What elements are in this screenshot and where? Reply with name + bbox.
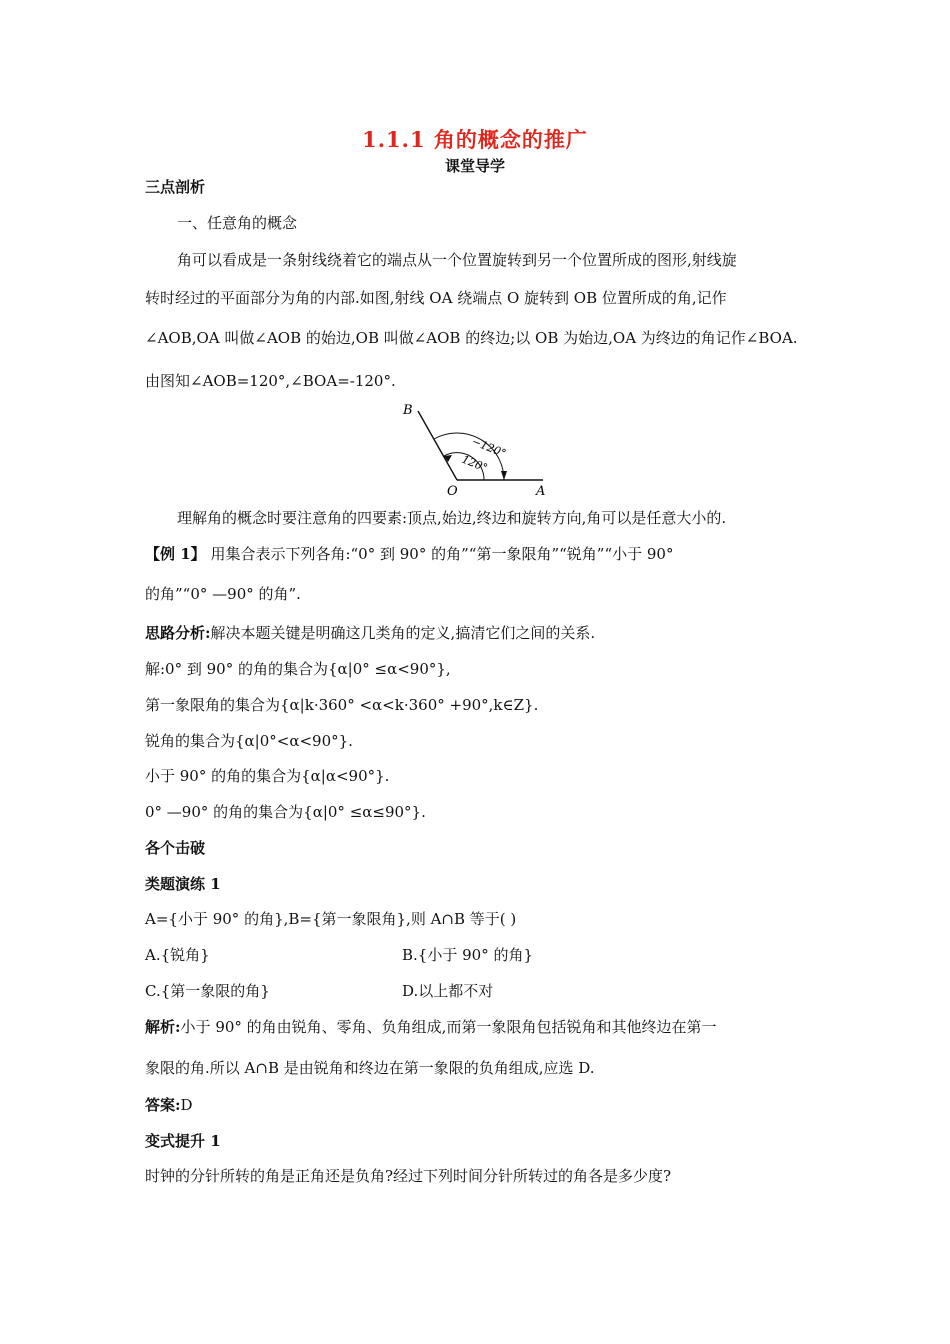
solution-line: 第一象限角的集合为{α|k·360° <α<k·360° +90°,k∈Z}. xyxy=(145,696,539,714)
section-heading-analysis: 三点剖析 xyxy=(145,178,206,196)
practice-analysis-line xyxy=(145,1016,716,1038)
example-question-line: 的角”“0° —90° 的角”. xyxy=(145,585,301,603)
solution-line: 解:0° 到 90° 的角的集合为{α|0° ≤α<90°}, xyxy=(145,660,451,678)
paragraph-line: 转时经过的平面部分为角的内部.如图,射线 OA 绕端点 O 旋转到 OB 位置所成的角,记作 xyxy=(145,289,727,307)
angle-diagram xyxy=(395,398,555,500)
answer-label: 答案: xyxy=(145,1096,181,1114)
sub-heading-arbitrary-angle: 一、任意角的概念 xyxy=(177,214,298,232)
practice-heading: 类题演练 1 xyxy=(145,875,221,893)
analysis-label: 思路分析: xyxy=(145,624,211,642)
practice-analysis-text: 小于 90° 的角由锐角、零角、负角组成,而第一象限角包括锐角和其他终边在第一 xyxy=(180,1018,717,1036)
paragraph-line: 由图知∠AOB=120°,∠BOA=-120°. xyxy=(145,372,396,390)
angle-label-outer: −120° xyxy=(469,434,508,461)
example-question-line xyxy=(145,543,673,565)
choice-b: B.{小于 90° 的角} xyxy=(402,946,534,964)
solution-line: 锐角的集合为{α|0°<α<90°}. xyxy=(145,732,353,750)
label-A: A xyxy=(536,484,546,499)
ray-OB xyxy=(418,411,457,480)
page-subtitle: 课堂导学 xyxy=(444,157,505,175)
solution-line: 0° —90° 的角的集合为{α|0° ≤α≤90°}. xyxy=(145,803,426,821)
variant-heading: 变式提升 1 xyxy=(145,1132,221,1150)
practice-analysis-line: 象限的角.所以 A∩B 是由锐角和终边在第一象限的负角组成,应选 D. xyxy=(145,1059,595,1077)
paragraph-line: ∠AOB,OA 叫做∠AOB 的始边,OB 叫做∠AOB 的终边;以 OB 为始边,OA 为终边的角记作∠BOA. xyxy=(145,329,798,347)
choice-a: A.{锐角} xyxy=(145,946,210,964)
variant-question: 时钟的分针所转的角是正角还是负角?经过下列时间分针所转过的角各是多少度? xyxy=(145,1167,672,1185)
page-title: 1.1.1 角的概念的推广 xyxy=(362,127,588,152)
arrow-outer xyxy=(501,471,507,480)
label-O: O xyxy=(447,484,458,499)
answer-line xyxy=(145,1094,193,1116)
example-tag: 【例 1】 xyxy=(145,545,206,563)
practice-question: A={小于 90° 的角},B={第一象限角},则 A∩B 等于( ) xyxy=(145,910,517,928)
paragraph-line: 角可以看成是一条射线绕着它的端点从一个位置旋转到另一个位置所成的图形,射线旋 xyxy=(177,251,737,269)
paragraph-line: 理解角的概念时要注意角的四要素:顶点,始边,终边和旋转方向,角可以是任意大小的. xyxy=(177,509,727,527)
example-question-text: 用集合表示下列各角:“0° 到 90° 的角”“第一象限角”“锐角”“小于 90° xyxy=(210,545,674,563)
solution-line: 小于 90° 的角的集合为{α|α<90°}. xyxy=(145,767,390,785)
choice-c: C.{第一象限的角} xyxy=(145,982,270,1000)
label-B: B xyxy=(403,403,413,418)
choice-d: D.以上都不对 xyxy=(402,982,494,1000)
answer-value: D xyxy=(180,1096,193,1114)
analysis-text: 解决本题关键是明确这几类角的定义,搞清它们之间的关系. xyxy=(210,624,596,642)
practice-analysis-label: 解析: xyxy=(145,1018,181,1036)
section-heading-breakthrough: 各个击破 xyxy=(145,839,206,857)
analysis-line xyxy=(145,622,595,644)
angle-label-inner: 120° xyxy=(459,452,490,475)
